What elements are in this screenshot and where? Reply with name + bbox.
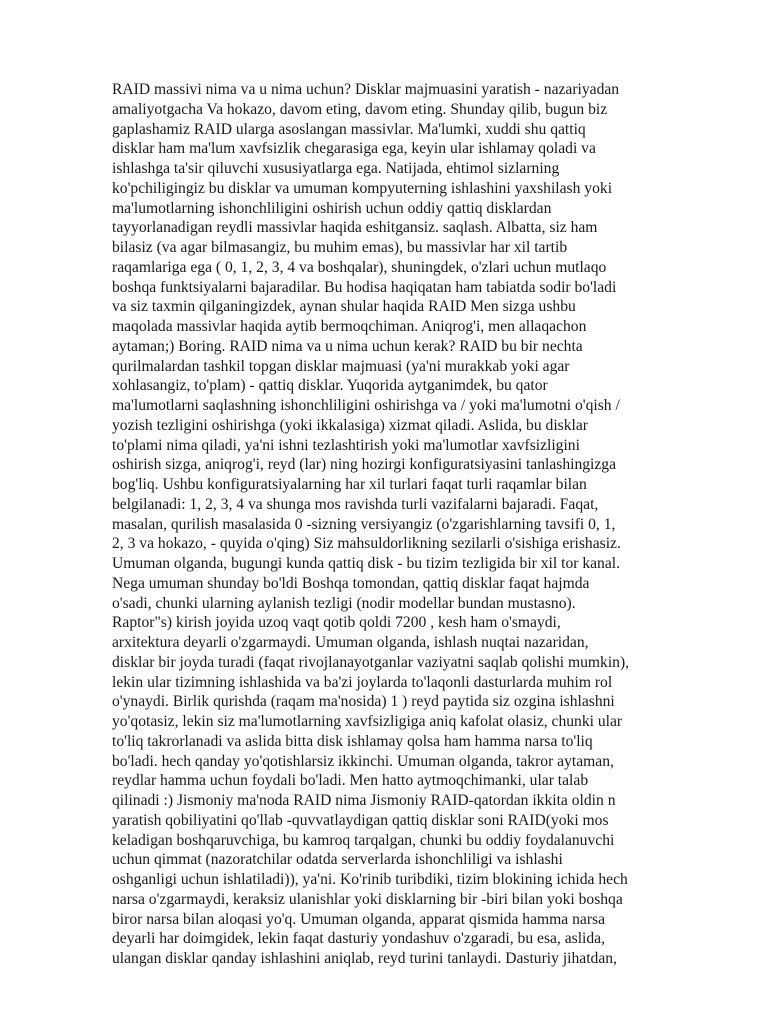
text-line: maqolada massivlar haqida aytib bermoqchiman. Aniqrog'i, men allaqachon [112,318,587,335]
text-line: deyarli har doimgidek, lekin faqat dasturiy yondashuv o'zgaradi, bu esa, aslida, [112,930,606,948]
text-line: Raptor"s) kirish joyida uzoq vaqt qotib qoldi 7200 , kesh ham o'smaydi, [112,614,561,632]
text-line: yaratish qobiliyatini qo'llab -quvvatlaydigan qattiq disklar soni RAID(yoki mos [112,811,609,829]
text-line: bo'ladi. hech qanday yo'qotishlarsiz ikkinchi. Umuman olganda, takror aytaman, [112,752,614,770]
text-line: uchun qimmat (nazoratchilar odatda serverlarda ishonchliligi va ishlashi [112,851,563,869]
body-text [112,80,692,969]
text-line: ko'pchiligingiz bu disklar va umuman kompyuterning ishlashini yaxshilash yoki [112,179,613,197]
text-line: 2, 3 va hokazo, - quyida o'qing) Siz mahsuldorlikning sezilarli o'sishiga erishasiz. [112,535,621,553]
text-line: narsa o'zgarmaydi, keraksiz ulanishlar yoki disklarning bir -biri bilan yoki boshqa [112,890,623,908]
text-line: disklar ham ma'lum xavfsizlik chegarasiga ega, keyin ular ishlamay qoladi va [112,140,596,158]
text-line: arxitektura deyarli o'zgarmaydi. Umuman olganda, ishlash nuqtai nazaridan, [112,634,589,651]
text-line: raqamlariga ega ( 0, 1, 2, 3, 4 va boshqalar), shuningdek, o'zlari uchun mutlaqo [112,258,607,276]
text-line: ma'lumotlarning ishonchliligini oshirish uchun oddiy qattiq disklardan [112,199,552,217]
text-line: yozish tezligini oshirishga (yoki ikkalasiga) xizmat qiladi. Aslida, bu disklar [112,416,588,434]
text-line: to'plami nima qiladi, ya'ni ishni tezlashtirish yoki ma'lumotlar xavfsizligini [112,436,580,454]
text-line: qilinadi :) Jismoniy ma'noda RAID nima Jismoniy RAID-qatordan ikkita oldin n [112,792,616,809]
text-line: aytaman;) Boring. RAID nima va u nima uchun kerak? RAID bu bir nechta [112,337,583,355]
text-line: bilasiz (va agar bilmasangiz, bu muhim emas), bu massivlar har xil tartib [112,239,568,256]
text-line: disklar bir joyda turadi (faqat rivojlanayotganlar vaziyatni saqlab qolishi mumkin), [112,653,630,671]
text-line: va siz taxmin qilganingizdek, aynan shular haqida RAID Men sizga ushbu [112,298,576,316]
text-line: ulangan disklar qanday ishlashini aniqlab, reyd turini tanlaydi. Dasturiy jihatdan, [112,950,617,967]
text-line: yo'qotasiz, lekin siz ma'lumotlarning xavfsizligiga aniq kafolat olasiz, chunki ular [112,713,623,730]
text-line: ma'lumotlarni saqlashning ishonchliligini oshirishga va / yoki ma'lumotni o'qish / [112,397,620,414]
text-line: oshganligi uchun ishlatiladi)), ya'ni. Ko'rinib turibdiki, tizim blokining ichida hech [112,871,628,888]
text-line: keladigan boshqaruvchiga, bu kamroq tarqalgan, chunki bu oddiy foydalanuvchi [112,831,615,849]
text-line: biror narsa bilan aloqasi yo'q. Umuman olganda, apparat qismida hamma narsa [112,910,606,928]
text-line: to'liq takrorlanadi va aslida bitta disk ishlamay qolsa ham hamma narsa to'liq [112,732,593,750]
text-line: RAID massivi nima va u nima uchun? Disklar majmuasini yaratish - nazariyadan [112,81,620,98]
text-line: masalan, qurilish masalasida 0 -sizning versiyangiz (o'zgarishlarning tavsifi 0, 1, [112,515,616,533]
text-line: belgilanadi: 1, 2, 3, 4 va shunga mos ravishda turli vazifalarni bajaradi. Faqat, [112,495,599,513]
text-line: o'sadi, chunki ularning aylanish tezligi (nodir modellar bundan mustasno). [112,594,576,612]
text-line: boshqa funktsiyalarni bajaradilar. Bu hodisa haqiqatan ham tabiatda sodir bo'ladi [112,278,617,296]
text-line: qurilmalardan tashkil topgan disklar majmuasi (ya'ni murakkab yoki agar [112,357,570,375]
text-line: amaliyotgacha Va hokazo, davom eting, davom eting. Shunday qilib, bugun biz [112,100,608,118]
text-line: Umuman olganda, bugungi kunda qattiq disk - bu tizim tezligida bir xil tor kanal. [112,555,620,572]
text-line: oshirish sizga, aniqrog'i, reyd (lar) ning hozirgi konfiguratsiyasini tanlashingizga [112,456,617,474]
text-line: ishlashga ta'sir qiluvchi xususiyatlarga ega. Natijada, ehtimol sizlarning [112,160,560,177]
text-line: reydlar hamma uchun foydali bo'ladi. Men hatto aytmoqchimanki, ular talab [112,772,589,790]
text-line: gaplashamiz RAID ularga asoslangan massivlar. Ma'lumki, xuddi shu qattiq [112,120,586,138]
text-line: tayyorlanadigan reydli massivlar haqida eshitgansiz. saqlash. Albatta, siz ham [112,219,598,237]
text-line: Nega umuman shunday bo'ldi Boshqa tomondan, qattiq disklar faqat hajmda [112,574,590,592]
text-line: o'ynaydi. Birlik qurishda (raqam ma'nosida) 1 ) reyd paytida siz ozgina ishlashni [112,693,615,711]
text-line: xohlasangiz, to'plam) - qattiq disklar. Yuqorida aytganimdek, bu qator [112,377,548,395]
text-line: lekin ular tizimning ishlashida va ba'zi joylarda to'laqonli dasturlarda muhim rol [112,673,613,691]
text-line: bog'liq. Ushbu konfiguratsiyalarning har xil turlari faqat turli raqamlar bilan [112,476,587,493]
